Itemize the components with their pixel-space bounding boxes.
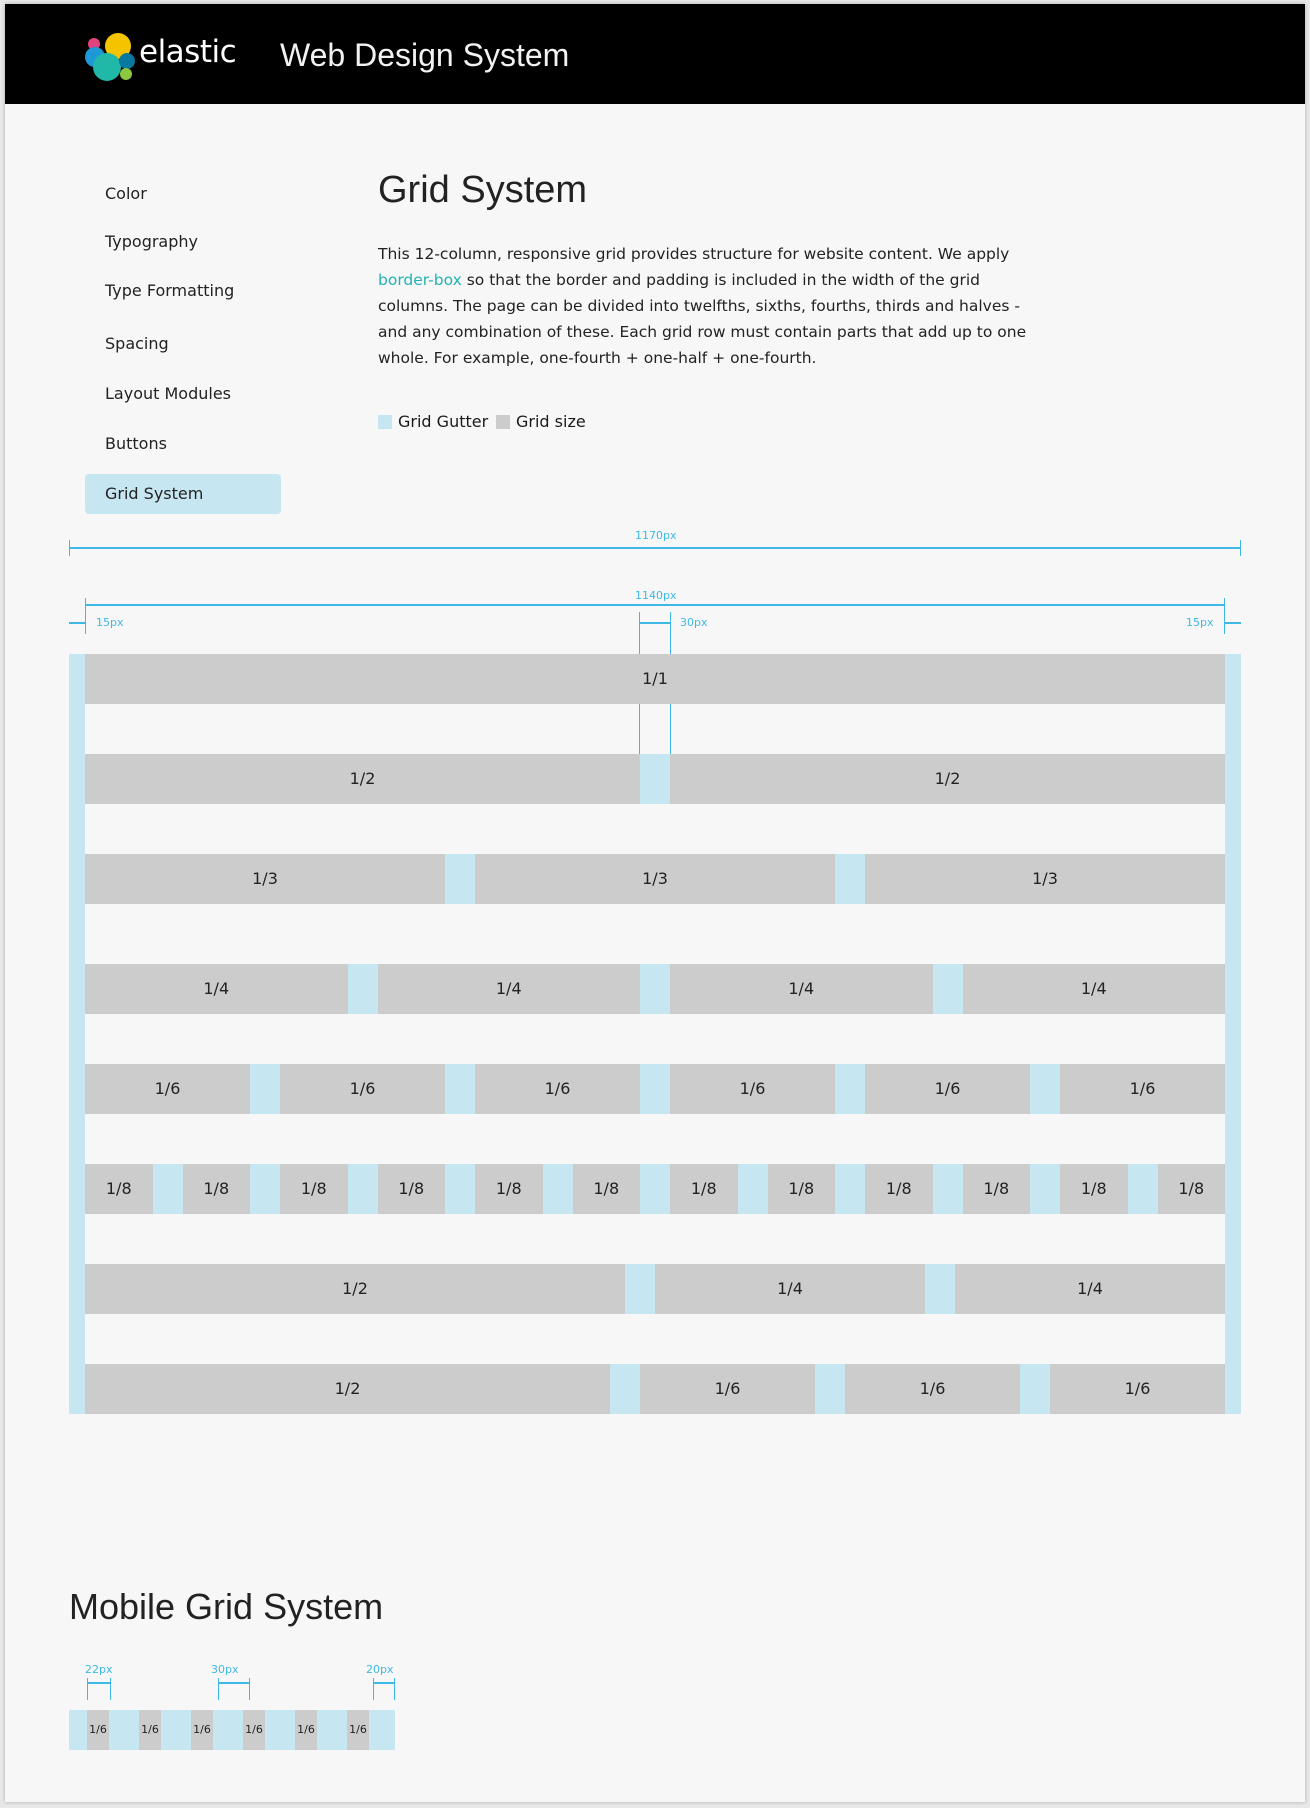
grid-row [85,1164,1225,1214]
measure-left-pad-line [69,622,85,624]
grid-cell: 1/8 [573,1164,641,1214]
measure-inner-label: 1140px [635,589,677,602]
grid-cell: 1/8 [670,1164,738,1214]
grid-cell: 1/6 [865,1064,1030,1114]
main-content [378,169,1028,371]
mobile-grid-cell: 1/6 [243,1710,265,1750]
mobile-grid-title: Mobile Grid System [69,1586,384,1627]
grid-gutter [153,1164,183,1214]
mobile-left-margin-line [87,1682,111,1684]
grid-cell: 1/8 [85,1164,153,1214]
outer-gutter-left [69,654,85,1414]
legend-gutter-label: Grid Gutter [398,412,489,431]
mobile-left-margin-label: 22px [85,1663,113,1676]
grid-cell: 1/6 [475,1064,640,1114]
grid-gutter [610,1364,640,1414]
grid-cell: 1/3 [85,854,445,904]
legend-gutter [378,412,488,432]
grid-row [85,754,1225,804]
grid-gutter [738,1164,768,1214]
grid-row [85,1064,1225,1114]
grid-cell: 1/8 [1060,1164,1128,1214]
grid-cell: 1/8 [475,1164,543,1214]
outer-gutter-right [1225,654,1241,1414]
grid-cell: 1/8 [865,1164,933,1214]
intro-paragraph [378,241,1028,371]
grid-gutter [250,1064,280,1114]
grid-cell: 1/6 [85,1064,250,1114]
grid-cell: 1/2 [85,1264,625,1314]
grid-gutter [640,964,670,1014]
grid-cell: 1/4 [670,964,933,1014]
brand-name[interactable]: elastic [139,34,237,70]
grid-cell: 1/6 [1060,1064,1225,1114]
grid-gutter [640,1064,670,1114]
measure-inner-line [85,604,1225,606]
grid-gutter [815,1364,845,1414]
grid-cell: 1/2 [85,754,640,804]
measure-tick [373,1678,374,1700]
grid-cell: 1/1 [85,654,1225,704]
measure-gutter-label: 30px [680,616,708,629]
mobile-grid-cell: 1/6 [87,1710,109,1750]
legend-size [496,412,586,432]
grid-gutter [1128,1164,1158,1214]
grid-cell: 1/8 [378,1164,446,1214]
measure-gutter-line [639,622,671,624]
grid-cell: 1/3 [475,854,835,904]
grid-gutter [933,1164,963,1214]
grid-row [85,854,1225,904]
grid-row [85,654,1225,704]
grid-gutter [250,1164,280,1214]
mobile-gutter-line [218,1682,250,1684]
grid-gutter [543,1164,573,1214]
grid-gutter [925,1264,955,1314]
grid-cell: 1/4 [955,1264,1225,1314]
grid-gutter [835,1164,865,1214]
app-title: Web Design System [280,37,570,73]
measure-tick [218,1678,219,1700]
grid-cell: 1/8 [183,1164,251,1214]
grid-row [85,964,1225,1014]
measure-outer-line [69,547,1241,549]
mobile-right-margin-label: 20px [366,1663,394,1676]
measure-tick [87,1678,88,1700]
border-box-link[interactable]: border-box [378,271,462,289]
grid-cell: 1/6 [280,1064,445,1114]
grid-cell: 1/4 [963,964,1226,1014]
grid-cell: 1/6 [1050,1364,1225,1414]
grid-gutter [835,1064,865,1114]
grid-cell: 1/8 [963,1164,1031,1214]
gutter-swatch [378,415,392,429]
grid-gutter [640,1164,670,1214]
grid-row [85,1264,1225,1314]
grid-gutter [445,854,475,904]
grid-gutter [445,1164,475,1214]
grid-cell: 1/8 [1158,1164,1226,1214]
grid-row [85,1364,1225,1414]
grid-cell: 1/4 [85,964,348,1014]
sidebar-item-layout-modules[interactable]: Layout Modules [105,384,231,403]
grid-gutter [640,754,670,804]
mobile-grid-diagram [69,1664,399,1744]
intro-text-start: This 12-column, responsive grid provides structure for website content. We apply [378,245,1010,263]
sidebar-item-spacing[interactable]: Spacing [105,334,169,353]
grid-cell: 1/2 [670,754,1225,804]
sidebar-item-buttons[interactable]: Buttons [105,434,167,453]
elastic-logo-icon[interactable] [84,29,138,83]
grid-gutter [835,854,865,904]
measure-tick [249,1678,250,1700]
sidebar-item-type-formatting[interactable]: Type Formatting [105,281,235,300]
grid-cell: 1/4 [655,1264,925,1314]
page [5,4,1305,1802]
grid-gutter [625,1264,655,1314]
grid-cell: 1/3 [865,854,1225,904]
mobile-grid-cell: 1/6 [191,1710,213,1750]
mobile-grid-cell: 1/6 [295,1710,317,1750]
sidebar-item-grid-system[interactable]: Grid System [85,474,281,514]
intro-text-end: so that the border and padding is included in the width of the grid columns. The page can be divided into twelfths, sixths, fourths, thirds and halves - and any combination of these. Each grid row must contain parts that add up to one whole. For example, one-fourth + one-half + one-fourth. [378,271,1027,367]
mobile-right-margin-line [373,1682,395,1684]
grid-cell: 1/2 [85,1364,610,1414]
grid-gutter [1030,1164,1060,1214]
header [5,4,1305,104]
mobile-gutter-label: 30px [211,1663,239,1676]
measure-right-pad-line [1225,622,1241,624]
mobile-grid-cell: 1/6 [347,1710,369,1750]
measure-tick [394,1678,395,1700]
legend-size-label: Grid size [516,412,586,431]
size-swatch [496,415,510,429]
sidebar-item-typography[interactable]: Typography [105,232,198,251]
grid-gutter [348,1164,378,1214]
grid-cell: 1/6 [845,1364,1020,1414]
grid-gutter [1020,1364,1050,1414]
measure-right-pad-label: 15px [1186,616,1214,629]
grid-gutter [1030,1064,1060,1114]
measure-left-pad-label: 15px [96,616,124,629]
grid-cell: 1/8 [768,1164,836,1214]
measure-outer-label: 1170px [635,529,677,542]
sidebar-item-color[interactable]: Color [105,184,147,203]
grid-cell: 1/8 [280,1164,348,1214]
grid-gutter [445,1064,475,1114]
mobile-grid-cell: 1/6 [139,1710,161,1750]
grid-cell: 1/4 [378,964,641,1014]
grid-gutter [348,964,378,1014]
grid-diagram [5,529,1305,1544]
grid-gutter [933,964,963,1014]
grid-cell: 1/6 [670,1064,835,1114]
grid-cell: 1/6 [640,1364,815,1414]
measure-tick [110,1678,111,1700]
page-title: Grid System [378,169,588,211]
